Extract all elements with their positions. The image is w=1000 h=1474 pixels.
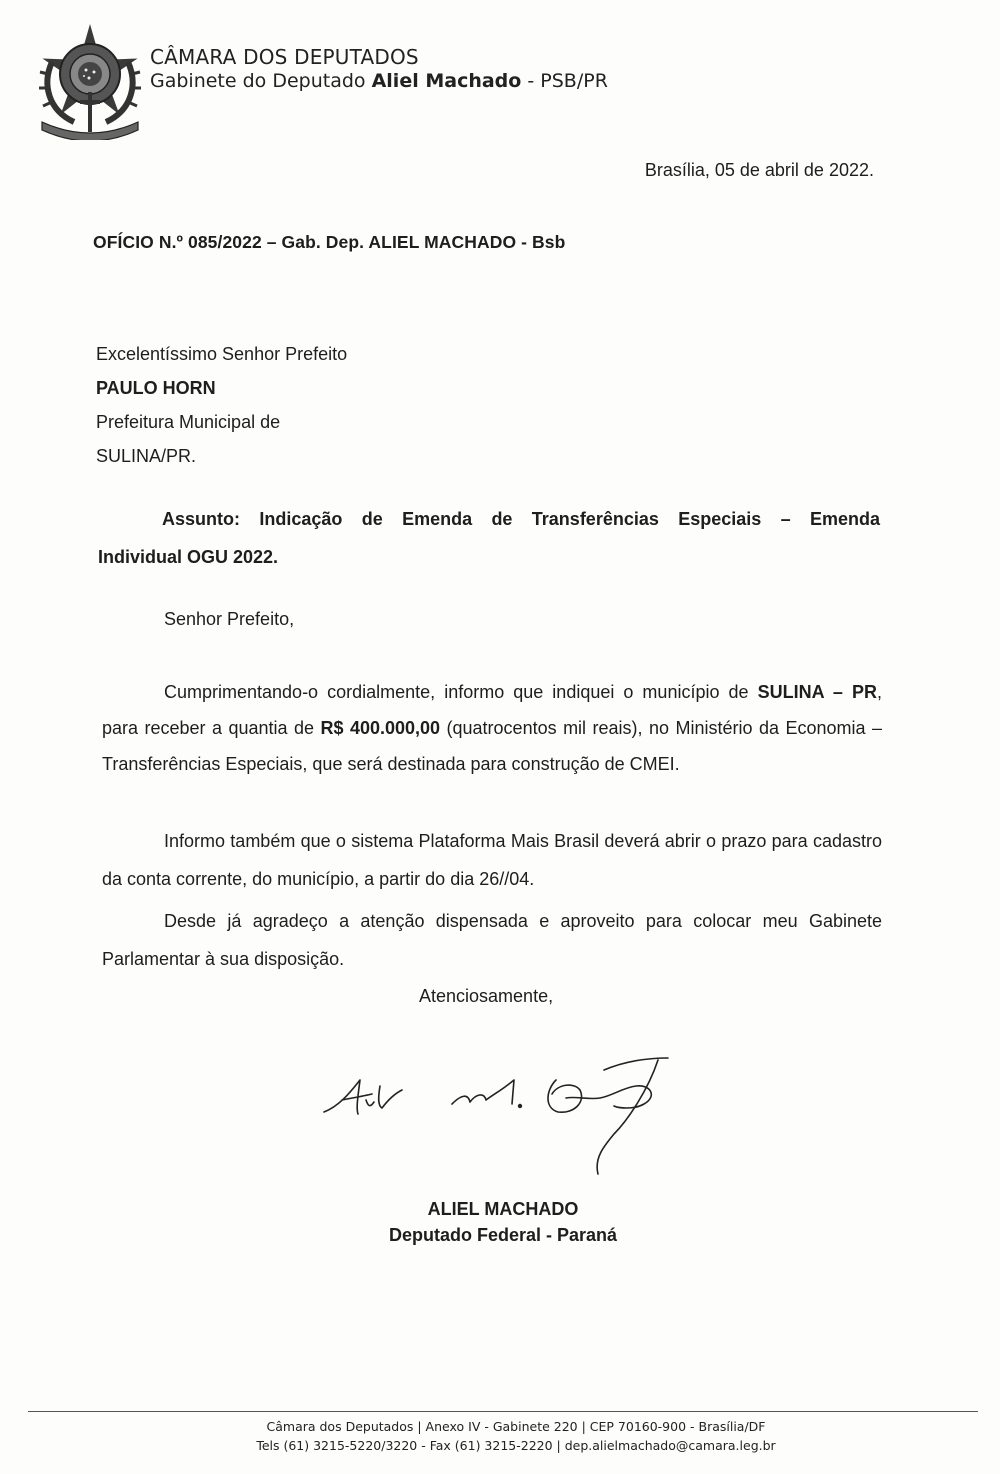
footer-divider (28, 1411, 978, 1412)
body-paragraph-2: Informo também que o sistema Plataforma Mais Brasil deverá abrir o prazo para cadastro da conta corrente, do município, a partir do dia 26//04. (102, 831, 882, 889)
salutation: Senhor Prefeito, (164, 609, 295, 629)
addressee-name: PAULO HORN (96, 378, 216, 398)
closing: Atenciosamente, (419, 986, 554, 1006)
p1-text-c: , para receber a quantia de (102, 682, 882, 738)
body-paragraph-1 (102, 674, 882, 782)
letterhead (34, 22, 734, 142)
p1-amount: R$ 400.000,00 (320, 718, 441, 738)
office-line (150, 69, 608, 93)
signature-image (318, 1050, 698, 1180)
p1-text-e: (quatrocentos mil reais), no Ministério da Economia – Transferências Especiais, que será destinada para construção de CMEI. (102, 718, 882, 774)
letter-date: Brasília, 05 de abril de 2022. (644, 160, 874, 180)
subject-line (98, 500, 880, 576)
office-prefix: Gabinete do Deputado (150, 70, 372, 92)
org-name: CÂMARA DOS DEPUTADOS (150, 45, 419, 69)
addressee-institution: Prefeitura Municipal de (96, 412, 281, 432)
addressee-city: SULINA/PR. (96, 446, 197, 466)
office-deputy-name: Aliel Machado (371, 70, 522, 92)
p1-text-a: Cumprimentando-o cordialmente, informo que indiquei o município de (164, 682, 758, 702)
p1-municipality: SULINA – PR (757, 682, 877, 702)
subject-line-2: Individual OGU 2022. (98, 547, 279, 567)
addressee-block (96, 337, 347, 473)
footer (216, 1417, 816, 1455)
subject-line-1: Assunto: Indicação de Emenda de Transferências Especiais – Emenda (162, 509, 880, 529)
footer-contact: Tels (61) 3215-5220/3220 - Fax (61) 3215-2220 | dep.alielmachado@camara.leg.br (256, 1438, 776, 1453)
addressee-title: Excelentíssimo Senhor Prefeito (96, 344, 348, 364)
signer-role: Deputado Federal - Paraná (388, 1225, 618, 1245)
signer-block (340, 1196, 666, 1248)
body-paragraph-3: Desde já agradeço a atenção dispensada e aproveito para colocar meu Gabinete Parlamentar à sua disposição. (102, 911, 882, 969)
office-suffix: - PSB/PR (521, 70, 608, 92)
footer-address: Câmara dos Deputados | Anexo IV - Gabinete 220 | CEP 70160-900 - Brasília/DF (266, 1419, 766, 1434)
reference-number: OFÍCIO N.º 085/2022 – Gab. Dep. ALIEL MACHADO - Bsb (93, 232, 566, 252)
signer-name: ALIEL MACHADO (427, 1199, 579, 1219)
coat-of-arms-icon (34, 22, 146, 140)
letterhead-text (150, 45, 608, 93)
